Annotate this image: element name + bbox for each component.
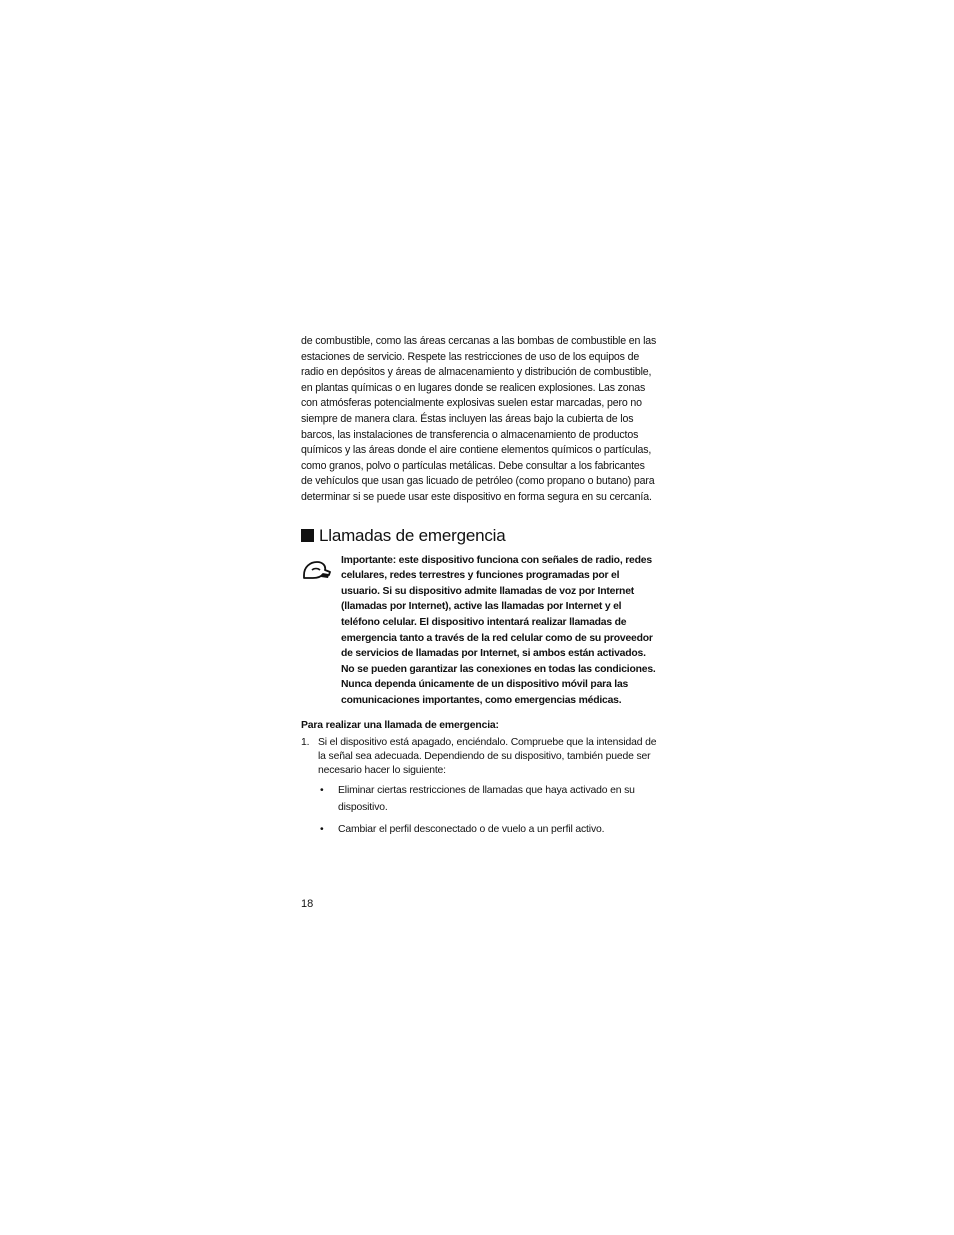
- step-number: 1.: [301, 737, 310, 749]
- procedure-title: Para realizar una llamada de emergencia:: [301, 720, 499, 732]
- bullet-text: Eliminar ciertas restricciones de llamadas que haya activado en su dispositivo.: [338, 785, 635, 814]
- procedure-steps: [301, 736, 657, 838]
- page-content: [301, 334, 657, 843]
- important-notice: [301, 553, 657, 709]
- step-bullets: [318, 782, 657, 838]
- notice-lead: Importante:: [341, 554, 396, 566]
- notice-text: [341, 553, 657, 709]
- step-text: Si el dispositivo está apagado, enciéndalo. Compruebe que la intensidad de la señal sea adecuada. Dependiendo de su dispositivo, también puede ser necesario hacer lo siguiente:: [318, 737, 657, 777]
- bullet-icon: •: [320, 824, 324, 836]
- list-item: [318, 782, 657, 816]
- step-body: [318, 736, 657, 778]
- list-item: [318, 821, 657, 838]
- warning-hand-icon: [301, 558, 331, 582]
- notice-body: este dispositivo funciona con señales de radio, redes celulares, redes terrestres y funciones programadas por el usuario. Si su dispositivo admite llamadas de voz por Internet (llamadas por Internet), active las llamadas por Internet y el teléfono celular. El dispositivo intentará realizar llamadas de emergencia tanto a través de la red celular como de su proveedor de servicios de llamadas por Internet, si ambos están activados. No se pueden garantizar las conexiones en todas las condiciones. Nunca dependa únicamente de un dispositivo móvil para las comunicaciones importantes, como emergencias médicas.: [341, 554, 656, 706]
- bullet-icon: •: [320, 785, 324, 797]
- list-item: [301, 736, 657, 778]
- section-title: Llamadas de emergencia: [319, 525, 506, 545]
- intro-paragraph: de combustible, como las áreas cercanas a las bombas de combustible en las estaciones de servicio. Respete las restricciones de uso de los equipos de radio en depósitos y áreas de almacenamiento y distribución de combustible, en plantas químicas o en lugares donde se realicen explosiones. Las zonas con atmósferas potencialmente explosivas suelen estar marcadas, pero no siempre de manera clara. Éstas incluyen las áreas bajo la cubierta de los barcos, las instalaciones de transferencia o almacenamiento de productos químicos y las áreas donde el aire contiene elementos químicos o partículas, como granos, polvo o partículas metálicas. Debe consultar a los fabricantes de vehículos que usan gas licuado de petróleo (como propano o butano) para determinar si se puede usar este dispositivo en forma segura en su cercanía.: [301, 335, 657, 503]
- section-heading: [301, 525, 657, 547]
- bullet-text: Cambiar el perfil desconectado o de vuelo a un perfil activo.: [338, 824, 605, 836]
- section-marker-icon: [301, 529, 314, 542]
- page-number: 18: [301, 898, 314, 910]
